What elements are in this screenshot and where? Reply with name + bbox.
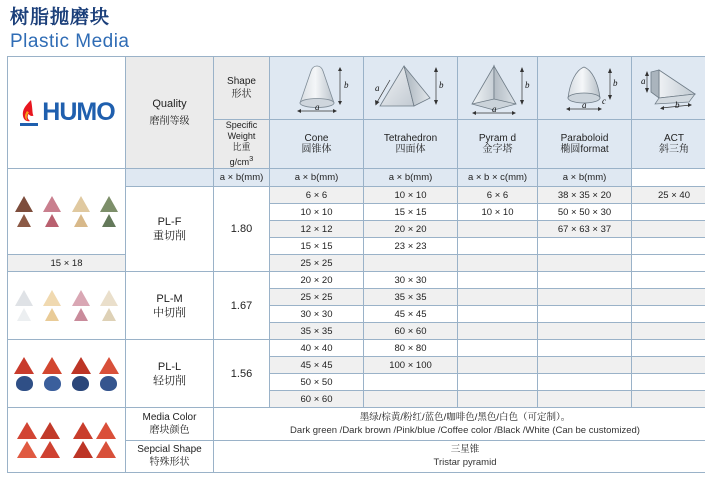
size-cone-1: 10 × 10 <box>270 204 364 221</box>
special-shape-label-cn: 特殊形状 <box>149 457 190 469</box>
size-pyr-8 <box>458 323 538 340</box>
weight-plf: 1.80 <box>214 187 270 272</box>
size-cone-8: 35 × 35 <box>270 323 364 340</box>
weight-pll: 1.56 <box>214 340 270 408</box>
media-color-label-en: Media Color <box>142 411 197 423</box>
size-tetra-9: 80 × 80 <box>364 340 458 357</box>
cone-shape-icon <box>270 57 364 120</box>
tetrahedron-name-cn: 四面体 <box>395 144 426 155</box>
shape-name-paraboloid <box>538 120 632 169</box>
size-act-5 <box>632 272 705 289</box>
media-color-row <box>8 408 705 441</box>
unit-cone: a × b(mm) <box>214 169 270 187</box>
size-pyr-3 <box>458 238 538 255</box>
size-cone-3: 15 × 15 <box>270 238 364 255</box>
grade-code-plm: PL-M <box>156 292 183 305</box>
svg-text:b: b <box>612 78 617 88</box>
table-header-row-shapes <box>8 57 705 120</box>
size-pyr-0: 6 × 6 <box>458 187 538 204</box>
size-tetra-6: 35 × 35 <box>364 289 458 306</box>
unit-paraboloid: a × b × c(mm) <box>458 169 538 187</box>
product-photo-cell-2 <box>8 272 126 340</box>
size-pyr-9 <box>458 340 538 357</box>
svg-text:b: b <box>675 100 680 110</box>
pyramid-name-cn: 金字塔 <box>482 144 513 155</box>
size-cone-10: 45 × 45 <box>270 357 364 374</box>
size-cone-7: 30 × 30 <box>270 306 364 323</box>
size-row <box>8 272 705 289</box>
act-name-en: ACT <box>664 133 684 144</box>
size-para-1: 50 × 50 × 30 <box>538 204 632 221</box>
paraboloid-name-en: Paraboloid <box>560 133 609 144</box>
size-para-0: 38 × 35 × 20 <box>538 187 632 204</box>
svg-text:a: a <box>314 102 319 112</box>
size-cone-5: 20 × 20 <box>270 272 364 289</box>
size-act-0: 25 × 40 <box>632 187 705 204</box>
page-header <box>0 0 705 56</box>
size-cone-6: 25 × 25 <box>270 289 364 306</box>
shape-name-cone <box>270 120 364 169</box>
specific-weight-l4: $g/cm^3$ <box>229 154 254 167</box>
size-tetra-5: 30 × 30 <box>364 272 458 289</box>
size-para-8 <box>538 323 632 340</box>
size-act-4 <box>538 255 632 272</box>
svg-text:b: b <box>343 80 348 90</box>
size-tetra-1: 15 × 15 <box>364 204 458 221</box>
size-act-9 <box>632 340 705 357</box>
quality-header-en: Quality <box>152 98 187 110</box>
quality-header-cell <box>126 57 214 169</box>
special-shape-value-cn: 三星锥 <box>450 444 480 456</box>
special-shape-value <box>214 440 705 473</box>
shape-header-cell <box>214 57 270 120</box>
size-act-7 <box>632 306 705 323</box>
size-act-8 <box>632 323 705 340</box>
tetrahedron-shape-icon <box>364 57 458 120</box>
unit-pyramid: a × b(mm) <box>364 169 458 187</box>
grade-cn-pll: 轻切削 <box>153 374 186 387</box>
specific-weight-l1: Specific <box>225 120 258 130</box>
page-title-en: Plastic Media <box>10 31 130 52</box>
size-pyr-1: 10 × 10 <box>458 204 538 221</box>
size-act-3 <box>632 238 705 255</box>
pyramid-name-en: Pyram d <box>478 133 517 144</box>
size-pyr-11 <box>458 374 538 391</box>
size-act-6 <box>632 289 705 306</box>
flame-logo-icon <box>18 99 40 127</box>
size-para-2: 67 × 63 × 37 <box>538 221 632 238</box>
specific-weight-header-cell <box>214 120 270 169</box>
product-photo-cell-1 <box>8 169 126 255</box>
media-color-value-cn: 墨绿/棕黄/粉红/蓝色/咖啡色/黑色/白色（可定制）。 <box>359 411 571 423</box>
size-tetra-8: 60 × 60 <box>364 323 458 340</box>
media-color-label-cn: 磨块颜色 <box>149 424 190 436</box>
spec-table <box>7 56 705 473</box>
svg-text:a: a <box>374 83 379 93</box>
svg-text:b: b <box>524 80 529 90</box>
size-pyr-4 <box>364 255 458 272</box>
size-tetra-7: 45 × 45 <box>364 306 458 323</box>
size-tetra-11 <box>364 374 458 391</box>
grade-cell-pll <box>126 340 214 408</box>
size-cone-12: 60 × 60 <box>270 391 364 408</box>
logo-text: HUMO <box>42 98 115 126</box>
size-tetra-3: 23 × 23 <box>364 238 458 255</box>
size-cone-4: 15 × 18 <box>8 255 126 272</box>
special-shape-value-en: Tristar pyramid <box>433 457 497 469</box>
size-para-11 <box>538 374 632 391</box>
size-cone-0: 6 × 6 <box>270 187 364 204</box>
shape-name-act <box>632 120 705 169</box>
size-pyr-12 <box>458 391 538 408</box>
grade-cell-plf <box>126 187 214 272</box>
size-tetra-4: 25 × 25 <box>270 255 364 272</box>
unit-header-specific-weight <box>126 169 214 187</box>
size-cone-11: 50 × 50 <box>270 374 364 391</box>
unit-tetrahedron: a × b(mm) <box>270 169 364 187</box>
logo-cell <box>8 57 126 169</box>
grade-cn-plf: 重切削 <box>153 230 186 242</box>
grade-code-pll: PL-L <box>157 360 182 373</box>
size-pyr-10 <box>458 357 538 374</box>
size-act-2 <box>632 221 705 238</box>
act-name-cn: 斜三角 <box>659 144 689 155</box>
size-para-3 <box>538 238 632 255</box>
size-row <box>8 255 705 272</box>
size-para-10 <box>538 357 632 374</box>
media-color-value-en: Dark green /Dark brown /Pink/blue /Coffee color /Black /White (Can be customized) <box>290 424 640 436</box>
cone-name-cn: 圆锥体 <box>301 144 332 155</box>
svg-text:a: a <box>491 104 496 114</box>
size-para-7 <box>538 306 632 323</box>
tetrahedron-name-en: Tetrahedron <box>383 133 438 144</box>
size-pyr-7 <box>458 306 538 323</box>
media-color-label <box>126 408 214 441</box>
svg-text:a: a <box>581 100 586 110</box>
size-pyr-5 <box>458 272 538 289</box>
page-title-cn: 树脂抛磨块 <box>10 7 111 28</box>
table-units-row <box>8 169 705 187</box>
size-act-10 <box>632 357 705 374</box>
size-act-11 <box>632 374 705 391</box>
size-pyr-2 <box>458 221 538 238</box>
size-para-6 <box>538 289 632 306</box>
size-act-12 <box>632 391 705 408</box>
size-pyr-6 <box>458 289 538 306</box>
size-row <box>8 340 705 357</box>
size-tetra-2: 20 × 20 <box>364 221 458 238</box>
shape-header-en: Shape <box>227 76 256 87</box>
size-act-1 <box>632 204 705 221</box>
grade-cell-plm <box>126 272 214 340</box>
special-shape-label-en: Sepcial Shape <box>137 444 202 456</box>
cone-name-en: Cone <box>304 133 329 144</box>
size-para-4 <box>458 255 538 272</box>
shape-name-tetrahedron <box>364 120 458 169</box>
size-para-5 <box>538 272 632 289</box>
product-photo-cell-3 <box>8 340 126 408</box>
grade-code-plf: PL-F <box>157 216 182 228</box>
pyramid-shape-icon <box>458 57 538 120</box>
special-shape-label <box>126 440 214 473</box>
paraboloid-shape-icon <box>538 57 632 120</box>
weight-plm: 1.67 <box>214 272 270 340</box>
quality-header-cn: 磨削等级 <box>149 116 190 127</box>
svg-text:c: c <box>601 96 606 106</box>
size-cone-2: 12 × 12 <box>270 221 364 238</box>
act-shape-icon <box>632 57 705 120</box>
svg-text:b: b <box>438 80 443 90</box>
size-cone-9: 40 × 40 <box>270 340 364 357</box>
product-photo-cell-4 <box>8 408 126 473</box>
shape-name-pyramid <box>458 120 538 169</box>
size-tetra-10: 100 × 100 <box>364 357 458 374</box>
media-color-value <box>214 408 705 441</box>
size-tetra-0: 10 × 10 <box>364 187 458 204</box>
size-tetra-12 <box>364 391 458 408</box>
unit-act: a × b(mm) <box>538 169 632 187</box>
size-para-12 <box>538 391 632 408</box>
size-para-9 <box>538 340 632 357</box>
shape-header-cn: 形状 <box>231 89 252 100</box>
specific-weight-l3: 比重 <box>232 142 251 152</box>
specific-weight-l2: Weight <box>227 131 256 141</box>
paraboloid-name-cn: 椭圆format <box>560 144 609 155</box>
svg-text:a: a <box>641 76 646 86</box>
grade-cn-plm: 中切削 <box>153 306 186 319</box>
